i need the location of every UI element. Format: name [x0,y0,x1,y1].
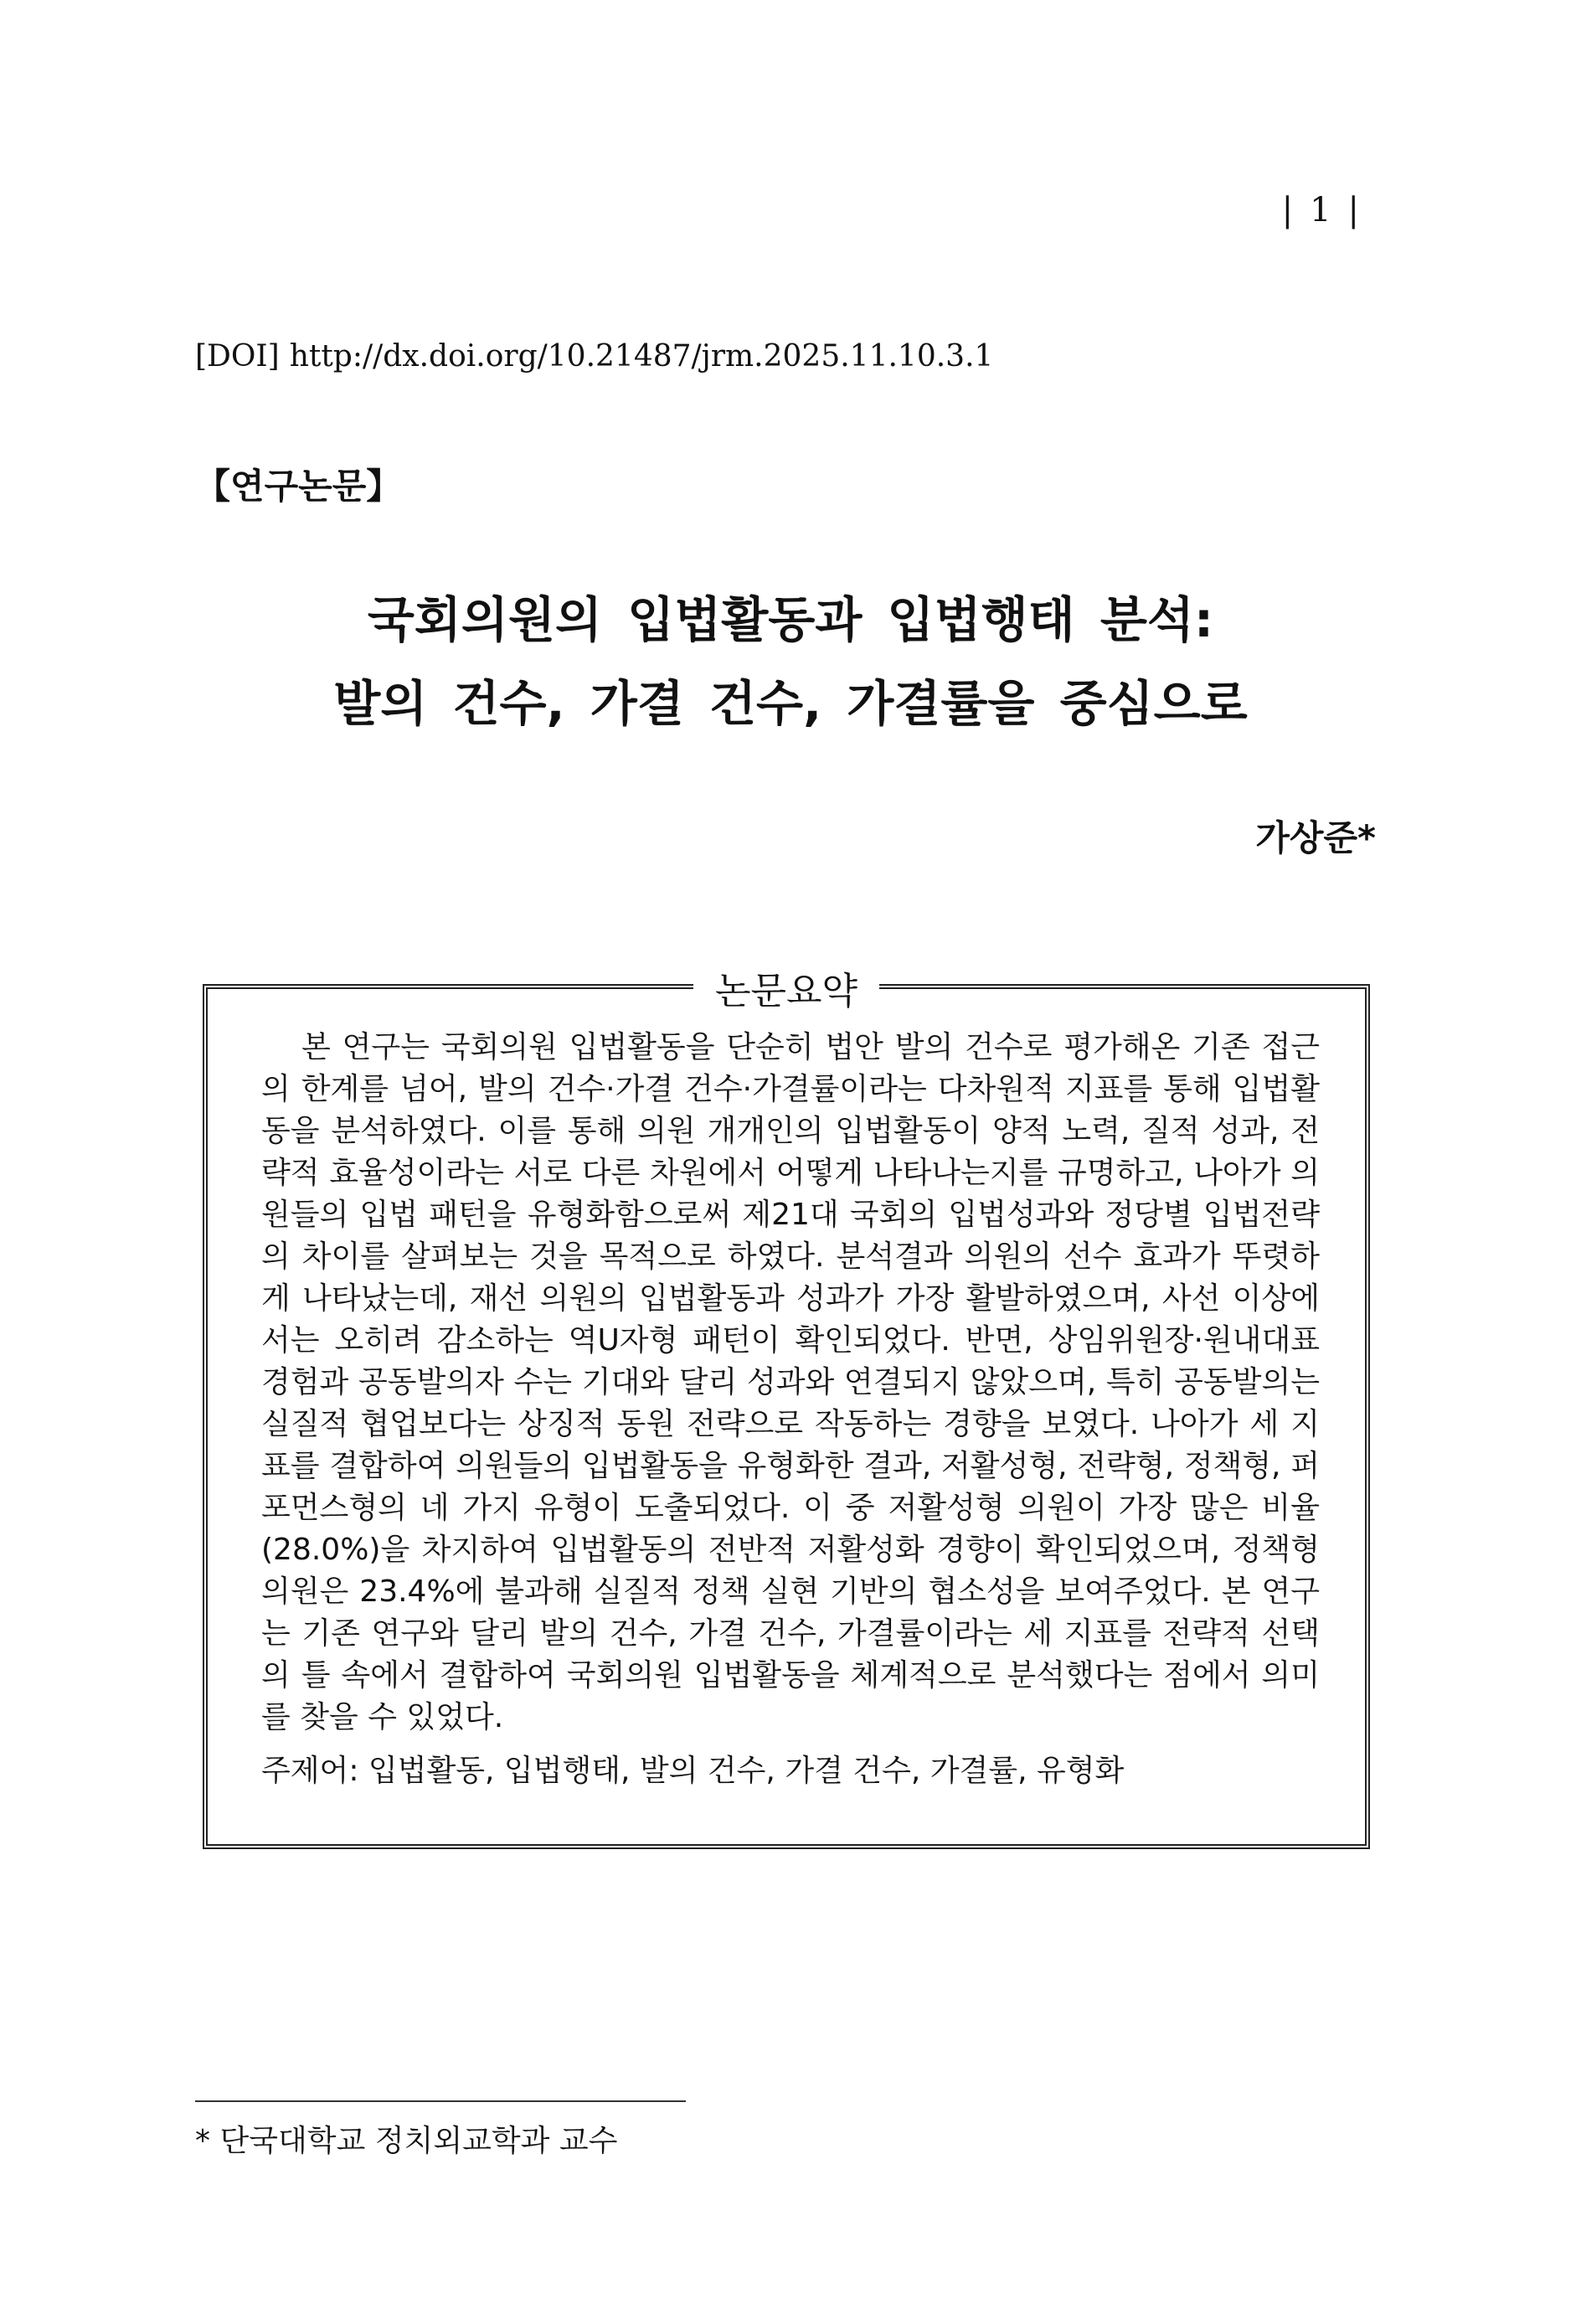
abstract-box [203,970,1370,1849]
paper-title-line-2: 발의 건수, 가결 건수, 가결률을 중심으로 [333,675,1248,732]
page-number-value: 1 [1310,191,1333,229]
paper-title [0,578,1581,745]
abstract-heading: 논문요약 [693,961,879,1014]
paper-type: 【연구논문】 [195,466,402,507]
page-number-right-bar: | [1347,191,1361,229]
abstract-body: 본 연구는 국회의원 입법활동을 단순히 법안 발의 건수로 평가해온 기존 접근의 한계를 넘어, 발의 건수·가결 건수·가결률이라는 다차원적 지표를 통해 입법활동을 분석하였다. 이를 통해 의원 개개인의 입법활동이 양적 노력, 질적 성과, 전략적 효율성이라는 서로 다른 차원에서 어떻게 나타나는지를 규명하고, 나아가 의원들의 입법 패턴을 유형화함으로써 제21대 국회의 입법성과와 정당별 입법전략의 차이를 살펴보는 것을 목적으로 하였다. 분석결과 의원의 선수 효과가 뚜렷하게 나타났는데, 재선 의원의 입법활동과 성과가 가장 활발하였으며, 사선 이상에서는 오히려 감소하는 역U자형 패턴이 확인되었다. 반면, 상임위원장·원내대표 경험과 공동발의자 수는 기대와 달리 성과와 연결되지 않았으며, 특히 공동발의는 실질적 협업보다는 상징적 동원 전략으로 작동하는 경향을 보였다. 나아가 세 지표를 결합하여 의원들의 입법활동을 유형화한 결과, 저활성형, 전략형, 정책형, 퍼포먼스형의 네 가지 유형이 도출되었다. 이 중 저활성형 의원이 가장 많은 비율(28.0%)을 차지하여 입법활동의 전반적 저활성화 경향이 확인되었으며, 정책형 의원은 23.4%에 불과해 실질적 정책 실현 기반의 협소성을 보여주었다. 본 연구는 기존 연구와 달리 발의 건수, 가결 건수, 가결률이라는 세 지표를 전략적 선택의 틀 속에서 결합하여 국회의원 입법활동을 체계적으로 분석했다는 점에서 의미를 찾을 수 있었다. [261,1030,1320,1734]
paper-title-line-1: 국회의원의 입법활동과 입법행태 분석: [367,591,1214,648]
page-number [1267,191,1376,229]
doi-label: [DOI] [195,339,280,374]
author-affiliation-footnote: * 단국대학교 정치외교학과 교수 [195,2124,618,2158]
author-name: 가상준* [1255,817,1376,858]
doi-line [195,339,993,374]
footnote-divider [195,2100,686,2102]
page-number-left-bar: | [1281,191,1295,229]
doi-url[interactable]: http://dx.doi.org/10.21487/jrm.2025.11.10.3.1 [289,339,994,374]
abstract-keywords: 주제어: 입법활동, 입법행태, 발의 건수, 가결 건수, 가결률, 유형화 [261,1754,1125,1788]
